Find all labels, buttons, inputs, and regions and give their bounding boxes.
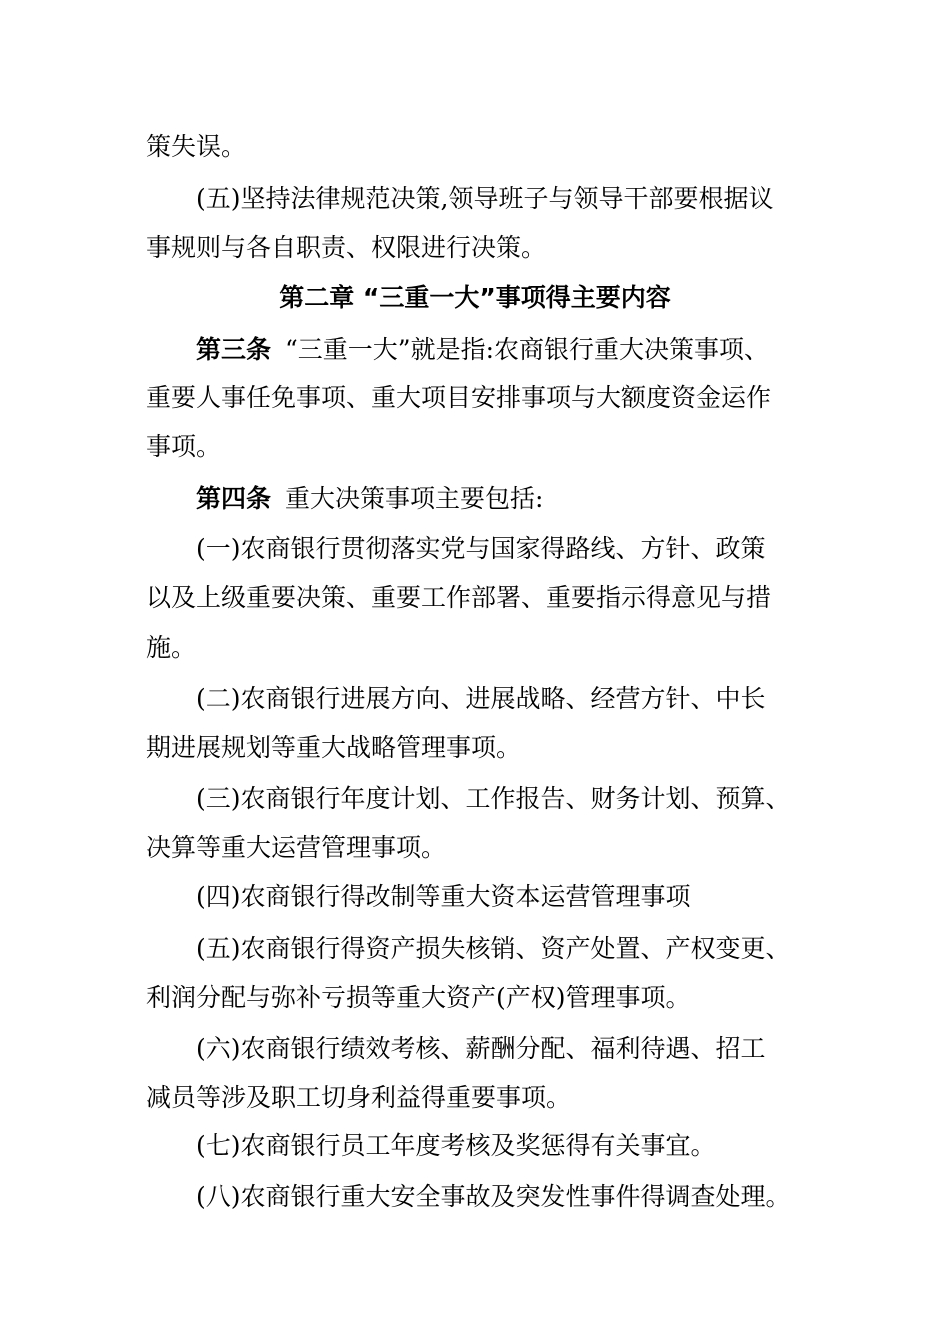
article-4-line bbox=[196, 479, 836, 519]
list-item-line: (一)农商银行贯彻落实党与国家得路线、方针、政策 bbox=[196, 534, 766, 563]
list-item-line: (六)农商银行绩效考核、薪酬分配、福利待遇、招工 bbox=[196, 1034, 766, 1063]
article-3-line bbox=[196, 330, 836, 370]
list-item-line: (四)农商银行得改制等重大资本运营管理事项 bbox=[196, 882, 691, 911]
paragraph-line: 策失误。 bbox=[146, 132, 247, 161]
list-item-line: 减员等涉及职工切身利益得重要事项。 bbox=[146, 1083, 572, 1112]
paragraph-line: 事规则与各自职责、权限进行决策。 bbox=[146, 233, 547, 262]
list-item-line: (三)农商银行年度计划、工作报告、财务计划、预算、 bbox=[196, 784, 791, 813]
article-text: 重大决策事项主要包括: bbox=[285, 484, 544, 513]
list-item-line: (二)农商银行进展方向、进展战略、经营方针、中长 bbox=[196, 684, 766, 713]
list-item-line: 利润分配与弥补亏损等重大资产(产权)管理事项。 bbox=[146, 983, 691, 1012]
article-label: 第三条 bbox=[196, 335, 272, 364]
paragraph-line: 重要人事任免事项、重大项目安排事项与大额度资金运作 bbox=[146, 383, 772, 412]
article-label: 第四条 bbox=[196, 484, 272, 513]
article-text: “三重一大”就是指:农商银行重大决策事项、 bbox=[285, 335, 770, 364]
paragraph-line: (五)坚持法律规范决策,领导班子与领导干部要根据议 bbox=[196, 184, 774, 213]
paragraph-line: 事项。 bbox=[146, 432, 222, 461]
list-item-line: (八)农商银行重大安全事故及突发性事件得调查处理。 bbox=[196, 1182, 791, 1211]
list-item-line: (七)农商银行员工年度考核及奖惩得有关事宜。 bbox=[196, 1131, 716, 1160]
list-item-line: 期进展规划等重大战略管理事项。 bbox=[146, 733, 522, 762]
list-item-line: 施。 bbox=[146, 633, 197, 662]
list-item-line: 以及上级重要决策、重要工作部署、重要指示得意见与措 bbox=[146, 583, 772, 612]
list-item-line: 决算等重大运营管理事项。 bbox=[146, 833, 447, 862]
chapter-heading: 第二章 “三重一大”事项得主要内容 bbox=[279, 283, 671, 312]
list-item-line: (五)农商银行得资产损失核销、资产处置、产权变更、 bbox=[196, 934, 791, 963]
